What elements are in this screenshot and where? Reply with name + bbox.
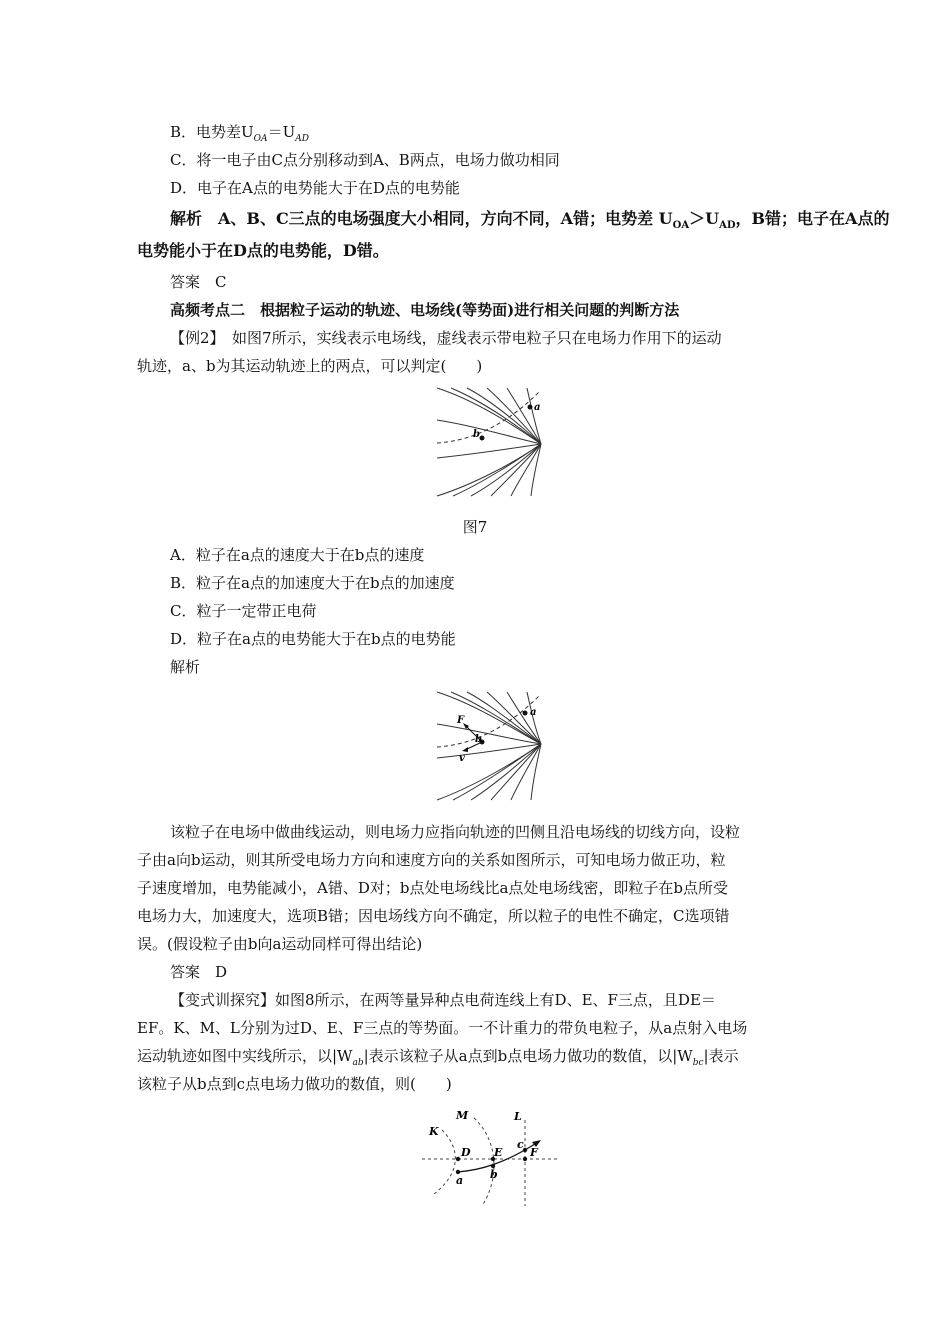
fig7-label-a: a — [534, 402, 541, 413]
solution-label-b: b — [475, 734, 482, 745]
solution-label-a: a — [530, 707, 537, 718]
solution-label-f: F — [457, 715, 465, 726]
analysis-line-2: 电势能小于在D点的电势能，D错。 — [137, 241, 389, 260]
fig7-label-b: b — [473, 429, 480, 440]
solution-para-line-5: 误。(假设粒子由b向a运动同样可得出结论) — [137, 935, 423, 953]
solution-para-line-2: 子由a向b运动，则其所受电场力方向和速度方向的关系如图所示，可知电场力做正功，粒 — [137, 851, 726, 869]
answer-1: 答案 C — [170, 273, 227, 291]
fig8-label-a: a — [456, 1174, 464, 1187]
choice-b: B．粒子在a点的加速度大于在b点的加速度 — [170, 574, 455, 592]
solution-para-line-1: 该粒子在电场中做曲线运动，则电场力应指向轨迹的凹侧且沿电场线的切线方向，设粒 — [170, 823, 741, 841]
option-c-line: C．将一电子由C点分别移动到A、B两点，电场力做功相同 — [170, 151, 560, 169]
variant-line-2: EF。K、M、L分别为过D、E、F三点的等势面。一不计重力的带负电粒子，从a点射入电场 — [137, 1019, 748, 1037]
fig8-label-m: M — [456, 1109, 469, 1122]
option-d-line: D．电子在A点的电势能大于在D点的电势能 — [170, 179, 460, 197]
solution-label-v: v — [459, 753, 465, 764]
solution-para-line-4: 电场力大，加速度大，选项B错；因电场线方向不确定，所以粒子的电性不确定，C选项错 — [137, 907, 730, 925]
fig8-label-k: K — [429, 1125, 439, 1138]
choice-d: D．粒子在a点的电势能大于在b点的电势能 — [170, 630, 456, 648]
choice-c: C．粒子一定带正电荷 — [170, 602, 317, 620]
solution-para-line-3: 子速度增加，电势能减小，A错、D对；b点处电场线比a点处电场线密，即粒子在b点所受 — [137, 879, 729, 897]
figure-7-field-lines — [435, 386, 547, 498]
example-2-line-2: 轨迹，a、b为其运动轨迹上的两点，可以判定( ) — [137, 357, 483, 375]
figure-8-equipotentials — [420, 1108, 560, 1208]
choice-a: A．粒子在a点的速度大于在b点的速度 — [170, 546, 425, 564]
variant-line-4: 该粒子从b点到c点电场力做功的数值，则( ) — [137, 1075, 452, 1093]
figure-7-caption: 图7 — [462, 518, 488, 536]
section-heading: 高频考点二 根据粒子运动的轨迹、电场线(等势面)进行相关问题的判断方法 — [170, 301, 680, 319]
fig8-label-l: L — [514, 1110, 522, 1123]
fig8-label-f: F — [530, 1146, 538, 1159]
answer-2: 答案 D — [170, 963, 228, 981]
variant-line-3: 运动轨迹如图中实线所示，以$|W_{ab}|$表示该粒子从a点到b点电场力做功的数值，以$|W_{bc}|$表示 — [137, 1047, 739, 1068]
fig8-label-d: D — [461, 1146, 471, 1159]
fig8-label-c: c — [517, 1138, 524, 1151]
option-b-line: B．电势差$U_{OA}=U_{AD}$ — [170, 123, 309, 144]
analysis-label: 解析 — [170, 658, 201, 676]
analysis-line-1: 解析 A、B、C三点的电场强度大小相同，方向不同，A错；电势差 $U_{OA}>U_{AD}$，B错；电子在A点的 — [170, 209, 890, 232]
fig8-label-e: E — [494, 1146, 503, 1159]
example-2-line-1: 【例2】 如图7所示，实线表示电场线，虚线表示带电粒子只在电场力作用下的运动 — [170, 329, 722, 347]
variant-line-1: 【变式训探究】如图8所示，在两等量异种点电荷连线上有D、E、F三点，且DE＝ — [170, 991, 716, 1009]
fig8-label-b: b — [490, 1168, 498, 1181]
solution-figure — [435, 690, 547, 802]
